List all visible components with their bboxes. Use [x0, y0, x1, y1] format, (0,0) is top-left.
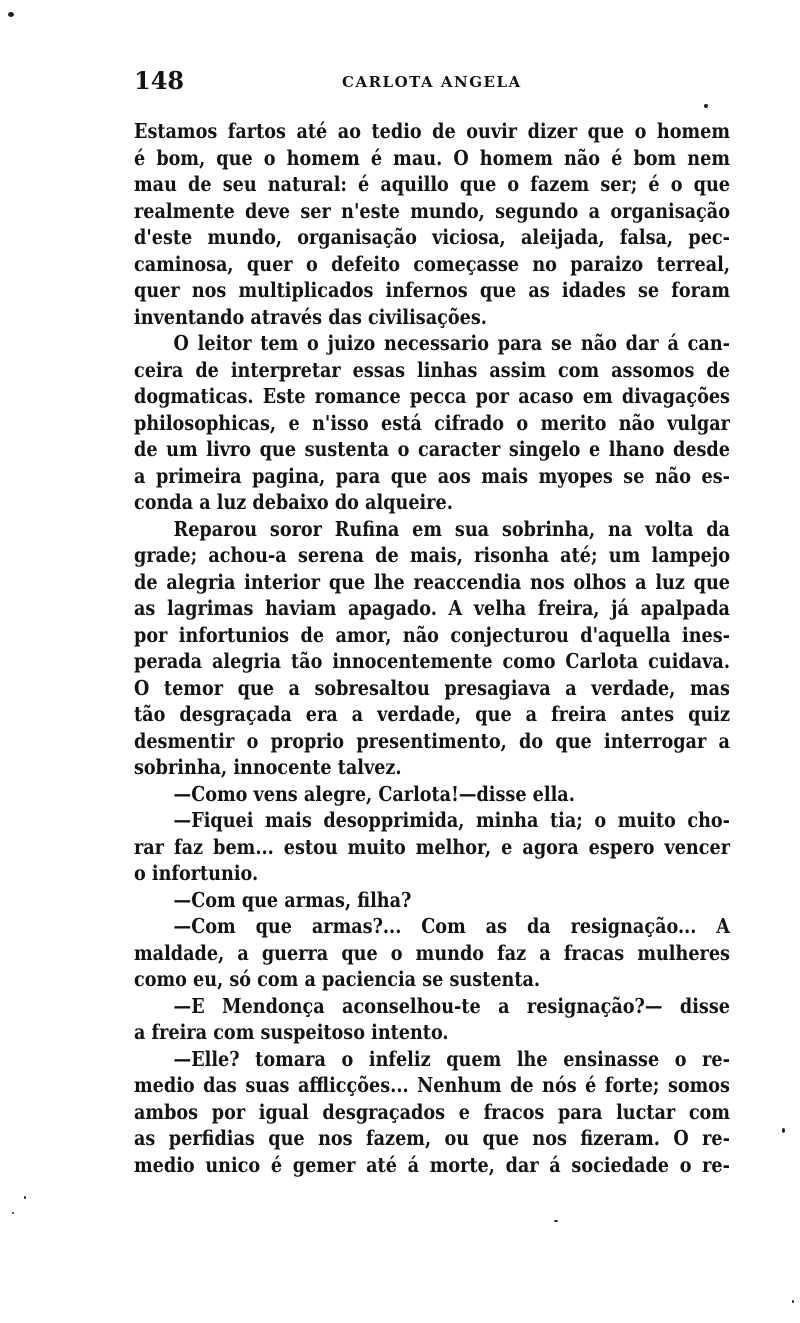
scan-speck	[792, 1300, 794, 1303]
text-line: de alegria interior que lhe reaccendia nos olhos a luz que	[134, 569, 730, 594]
text-line: conda a luz debaixo do alqueire.	[134, 490, 453, 514]
dialogue-line: —Elle? tomara o infeliz quem lhe ensinasse o re-	[173, 1046, 730, 1071]
text-line: perada alegria tão innocentemente como Carlota cuidava.	[134, 649, 730, 673]
dialogue-line: —Como vens alegre, Carlota!—disse ella.	[173, 781, 575, 806]
text-line: realmente deve ser n'este mundo, segundo a organisação	[134, 198, 730, 223]
text-line: é bom, que o homem é mau. O homem não é bom nem	[134, 145, 730, 170]
text-line: mau de seu natural: é aquillo que o fazem ser; é o que	[134, 172, 730, 196]
text-line: ceira de interpretar essas linhas assim com assomos de	[134, 357, 730, 382]
text-line: o infortunio.	[134, 861, 259, 885]
text-line: medio das suas afflicções... Nenhum de nós é forte; somos	[134, 1073, 730, 1097]
page-number: 148	[134, 66, 185, 95]
text-line: O temor que a sobresaltou presagiava a verdade, mas	[134, 675, 730, 700]
text-line: sobrinha, innocente talvez.	[134, 755, 402, 779]
text-line: maldade, a guerra que o mundo faz a fracas mulheres	[134, 940, 730, 965]
text-line: O leitor tem o juizo necessario para se não dar á can-	[173, 331, 730, 355]
text-line: grade; achou-a serena de mais, risonha até; um lampejo	[134, 543, 730, 567]
text-line: inventando através das civilisações.	[134, 304, 487, 329]
text-line: de um livro que sustenta o caracter singelo e lhano desde	[134, 437, 730, 461]
text-line: Estamos fartos até ao tedio de ouvir dizer que o homem	[134, 119, 730, 143]
text-line: d'este mundo, organisação viciosa, aleijada, falsa, pec-	[134, 225, 730, 249]
text-line: as perfidias que nos fazem, ou que nos fizeram. O re-	[134, 1126, 730, 1150]
text-line: medio unico é gemer até á morte, dar á sociedade o re-	[134, 1152, 730, 1177]
text-line: rar faz bem... estou muito melhor, e agora espero vencer	[134, 834, 730, 859]
scan-speck	[12, 1212, 14, 1214]
dialogue-line: —Com que armas?... Com as da resignação... A	[173, 914, 730, 938]
scan-speck	[782, 1128, 785, 1133]
text-line: a freira com suspeitoso intento.	[134, 1020, 449, 1044]
text-line: philosophicas, e n'isso está cifrado o merito não vulgar	[134, 410, 730, 435]
dialogue-line: —Fiquei mais desopprimida, minha tia; o muito cho-	[173, 808, 730, 832]
running-title: CARLOTA ANGELA	[342, 73, 522, 91]
text-line: as lagrimas haviam apagado. A velha freira, já apalpada	[134, 596, 730, 620]
text-line: caminosa, quer o defeito começasse no paraizo terreal,	[134, 251, 730, 276]
scan-speck	[554, 1220, 558, 1222]
dialogue-line: —E Mendonça aconselhou-te a resignação?— disse	[173, 993, 730, 1018]
text-line: ambos por igual desgraçados e fracos para luctar com	[134, 1099, 730, 1124]
dialogue-line: —Com que armas, filha?	[173, 887, 412, 912]
text-line: Reparou soror Rufina em sua sobrinha, na volta da	[173, 516, 730, 541]
text-line: dogmaticas. Este romance pecca por acaso em divagações	[134, 384, 730, 408]
text-line: tão desgraçada era a verdade, que a freira antes quiz	[134, 702, 730, 726]
text-line: a primeira pagina, para que aos mais myopes se não es-	[134, 463, 730, 488]
text-line: desmentir o proprio presentimento, do que interrogar a	[134, 728, 730, 753]
scan-speck	[704, 104, 708, 108]
text-line: quer nos multiplicados infernos que as idades se foram	[134, 278, 730, 302]
text-line: como eu, só com a paciencia se sustenta.	[134, 967, 541, 991]
scan-speck	[24, 1196, 26, 1199]
text-line: por infortunios de amor, não conjecturou d'aquella ines-	[134, 622, 730, 647]
scan-speck	[8, 12, 14, 17]
page-header	[134, 66, 730, 96]
body-text	[134, 118, 730, 1178]
